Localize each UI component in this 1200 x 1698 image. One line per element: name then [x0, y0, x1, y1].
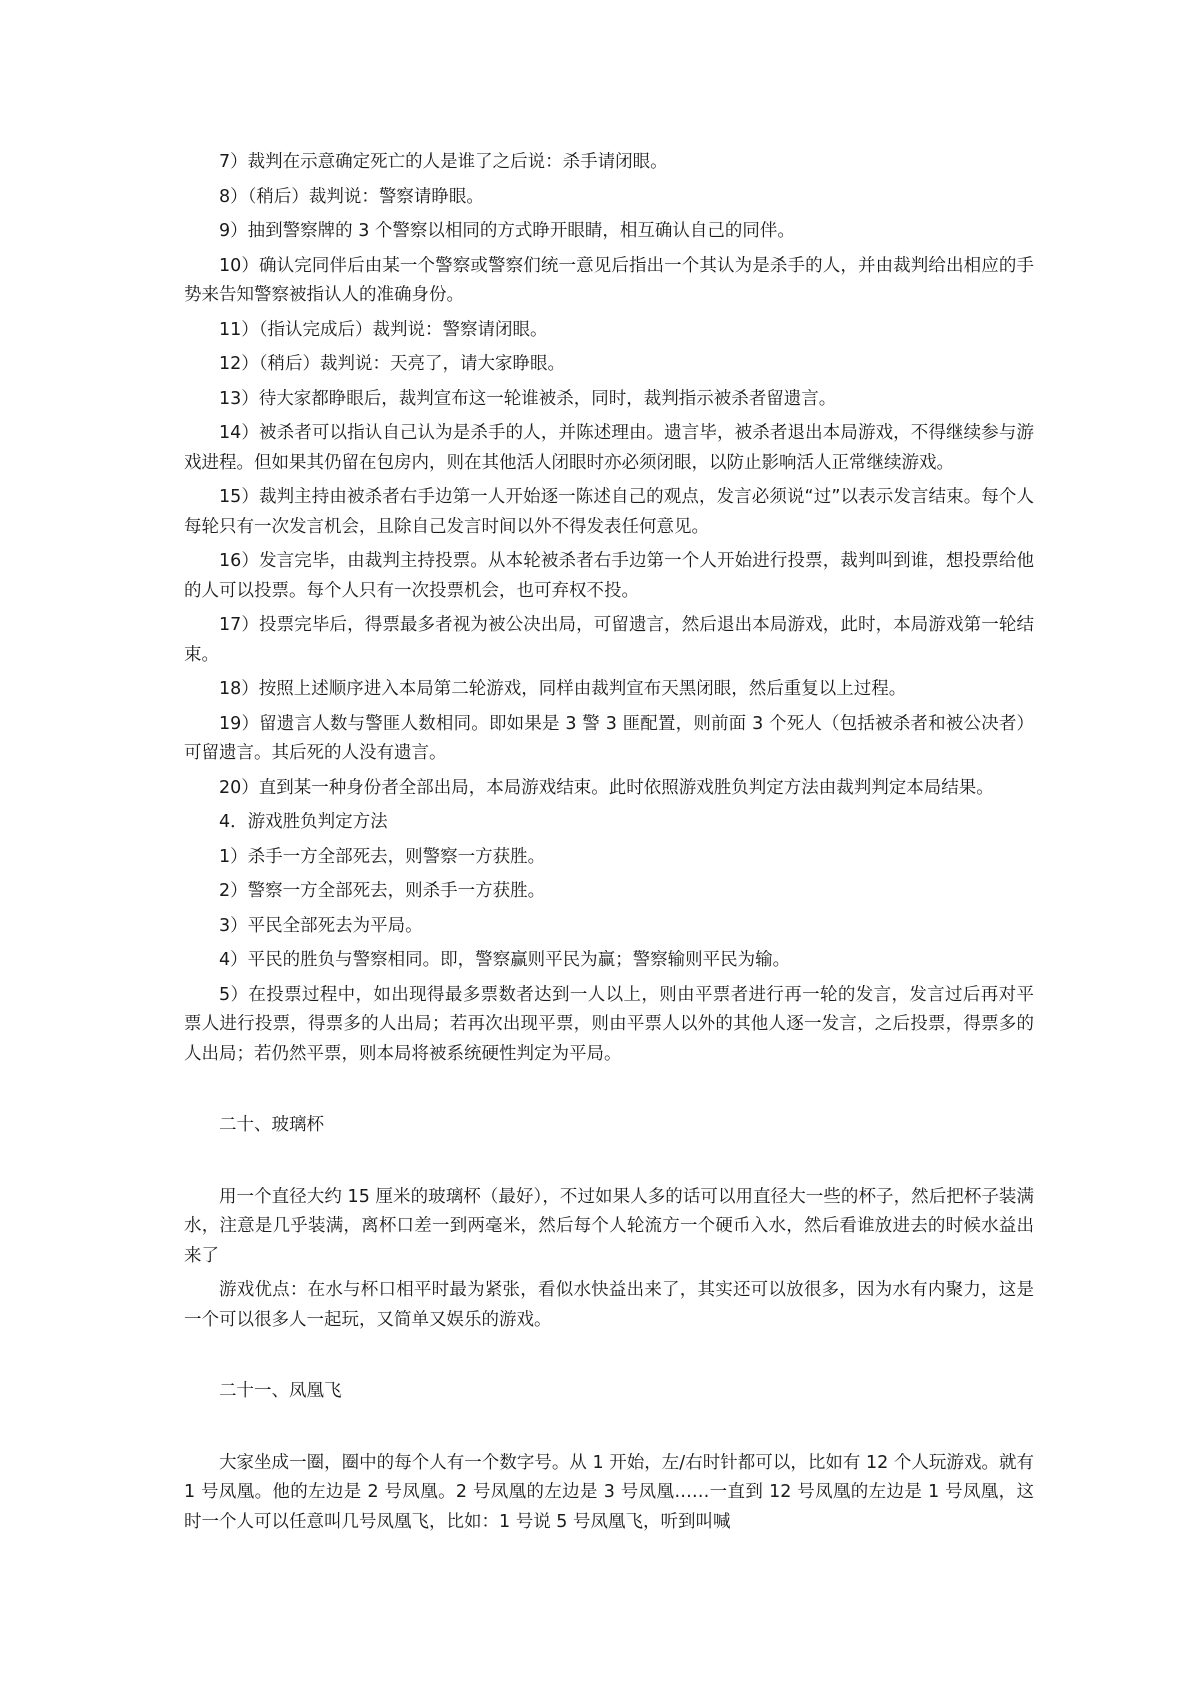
paragraph-rule-9: 9）抽到警察牌的 3 个警察以相同的方式睁开眼睛，相互确认自己的同伴。 [219, 221, 795, 241]
paragraph-rule-15: 15）裁判主持由被杀者右手边第一人开始逐一陈述自己的观点，发言必须说“过”以表示发言结束。每个人每轮只有一次发言机会，且除自己发言时间以外不得发表任何意见。 [184, 487, 1034, 537]
paragraph-rule-19: 19）留遗言人数与警匪人数相同。即如果是 3 警 3 匪配置，则前面 3 个死人（包括被杀者和被公决者）可留遗言。其后死的人没有遗言。 [184, 713, 1034, 763]
paragraph-win-5: 5）在投票过程中，如出现得最多票数者达到一人以上，则由平票者进行再一轮的发言，发言过后再对平票人进行投票，得票多的人出局；若再次出现平票，则由平票人以外的其他人逐一发言，之后投票，得票多的人出局；若仍然平票，则本局将被系统硬性判定为平局。 [184, 984, 1034, 1064]
paragraph-rule-8: 8）（稍后）裁判说：警察请睁眼。 [219, 186, 484, 207]
paragraph-rule-13: 13）待大家都睁眼后，裁判宣布这一轮谁被杀，同时，裁判指示被杀者留遗言。 [219, 388, 837, 409]
paragraph-rule-17: 17）投票完毕后，得票最多者视为被公决出局，可留遗言，然后退出本局游戏，此时，本局游戏第一轮结束。 [184, 615, 1034, 665]
section-heading-phoenix-fly: 二十一、凤凰飞 [219, 1381, 342, 1401]
section-heading-glass-cup: 二十、玻璃杯 [219, 1115, 324, 1135]
paragraph-win-4: 4）平民的胜负与警察相同。即，警察赢则平民为赢；警察输则平民为输。 [219, 950, 791, 970]
paragraph-rule-16: 16）发言完毕，由裁判主持投票。从本轮被杀者右手边第一个人开始进行投票，裁判叫到谁，想投票给他的人可以投票。每个人只有一次投票机会，也可弃权不投。 [184, 551, 1034, 601]
paragraph-win-3: 3）平民全部死去为平局。 [219, 915, 423, 936]
paragraph-rule-14: 14）被杀者可以指认自己认为是杀手的人，并陈述理由。遗言毕，被杀者退出本局游戏，不得继续参与游戏进程。但如果其仍留在包房内，则在其他活人闭眼时亦必须闭眼，以防止影响活人正常继续游戏。 [184, 423, 1034, 473]
paragraph-glass-cup-rules: 用一个直径大约 15 厘米的玻璃杯（最好），不过如果人多的话可以用直径大一些的杯子，然后把杯子装满水，注意是几乎装满，离杯口差一到两毫米，然后每个人轮流方一个硬币入水，然后看谁放进去的时候水益出来了 [184, 1186, 1034, 1266]
paragraph-rule-18: 18）按照上述顺序进入本局第二轮游戏，同样由裁判宣布天黑闭眼，然后重复以上过程。 [219, 679, 907, 699]
paragraph-glass-cup-advantages: 游戏优点：在水与杯口相平时最为紧张，看似水快益出来了，其实还可以放很多，因为水有内聚力，这是一个可以很多人一起玩，又简单又娱乐的游戏。 [184, 1280, 1034, 1330]
paragraph-rule-12: 12）（稍后）裁判说：天亮了，请大家睁眼。 [219, 354, 566, 374]
paragraph-phoenix-fly-rules: 大家坐成一圈，圈中的每个人有一个数字号。从 1 开始，左/右时针都可以，比如有 12 个人玩游戏。就有 1 号凤凰。他的左边是 2 号凤凰。2 号凤凰的左边是 3 号凤凰……一直到 12 号凤凰的左边是 1 号凤凰，这时一个人可以任意叫几号凤凰飞，比如：1 号说 5 号凤凰飞，听到叫喊 [184, 1452, 1034, 1532]
paragraph-win-1: 1）杀手一方全部死去，则警察一方获胜。 [219, 846, 546, 867]
paragraph-rule-7: 7）裁判在示意确定死亡的人是谁了之后说：杀手请闭眼。 [219, 152, 668, 172]
paragraph-rule-20: 20）直到某一种身份者全部出局，本局游戏结束。此时依照游戏胜负判定方法由裁判判定本局结果。 [219, 777, 994, 798]
paragraph-rule-10: 10）确认完同伴后由某一个警察或警察们统一意见后指出一个其认为是杀手的人，并由裁判给出相应的手势来告知警察被指认人的准确身份。 [184, 255, 1034, 305]
document-body [184, 148, 1034, 1542]
paragraph-rule-11: 11）（指认完成后）裁判说：警察请闭眼。 [219, 319, 548, 340]
paragraph-win-2: 2）警察一方全部死去，则杀手一方获胜。 [219, 881, 546, 901]
subheading-win-conditions: 4．游戏胜负判定方法 [219, 812, 388, 832]
